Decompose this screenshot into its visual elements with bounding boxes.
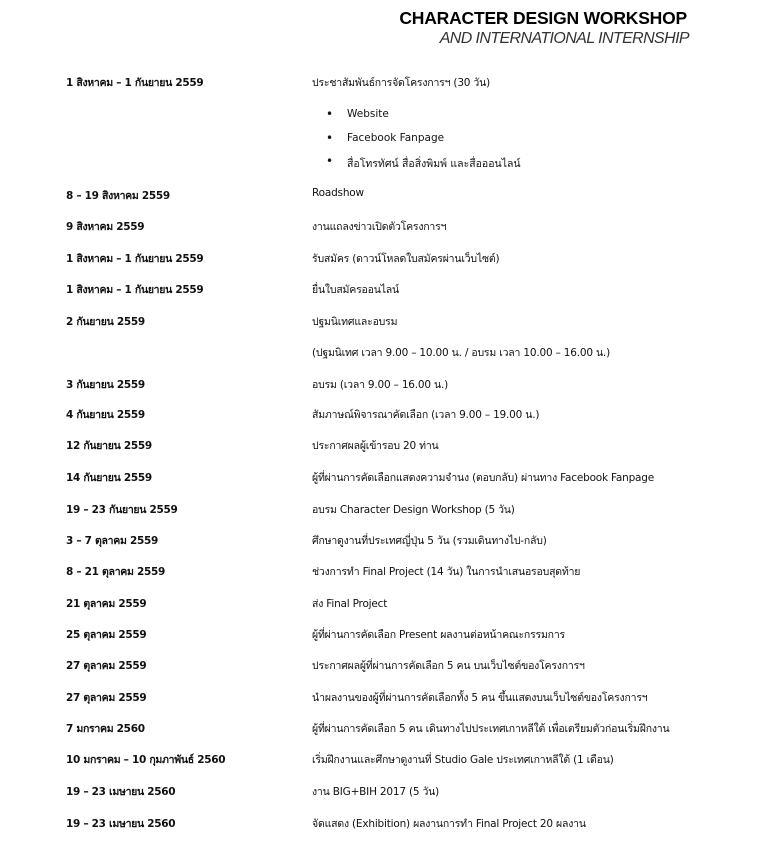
schedule-description: Roadshow — [312, 187, 364, 199]
schedule-row — [0, 626, 765, 648]
schedule-row — [0, 563, 765, 585]
schedule-row — [0, 689, 765, 711]
schedule-description: จัดแสดง (Exhibition) ผลงานการทำ Final Project 20 ผลงาน — [312, 818, 586, 830]
schedule-row — [0, 187, 765, 209]
schedule-description: อบรม Character Design Workshop (5 วัน) — [312, 504, 515, 516]
schedule-date: 25 ตุลาคม 2559 — [66, 629, 147, 641]
schedule-date: 10 มกราคม – 10 กุมภาพันธ์ 2560 — [66, 754, 226, 766]
schedule-row — [0, 815, 765, 837]
channel-list-item — [0, 108, 765, 130]
schedule-date: 1 สิงหาคม – 1 กันยายน 2559 — [66, 77, 204, 89]
channel-label: สื่อโทรทัศน์ สื่อสิ่งพิมพ์ และสื่อออนไลน์ — [347, 158, 521, 170]
schedule-description: อบรม (เวลา 9.00 – 16.00 น.) — [312, 379, 449, 391]
schedule-date: 4 กันยายน 2559 — [66, 409, 145, 421]
schedule-date: 19 – 23 กันยายน 2559 — [66, 504, 178, 516]
schedule-date: 21 ตุลาคม 2559 — [66, 598, 147, 610]
schedule-description: ผู้ที่ผ่านการคัดเลือก Present ผลงานต่อหน้าคณะกรรมการ — [312, 629, 565, 641]
schedule-row — [0, 218, 765, 240]
schedule-description: เริ่มฝึกงานและศึกษาดูงานที่ Studio Gale ประเทศเกาหลีใต้ (1 เดือน) — [312, 754, 614, 766]
channel-label: Facebook Fanpage — [347, 132, 445, 144]
schedule-date: 8 – 21 ตุลาคม 2559 — [66, 566, 166, 578]
bullet-icon: • — [326, 154, 334, 168]
schedule-row — [0, 376, 765, 398]
schedule-date: 14 กันยายน 2559 — [66, 472, 152, 484]
schedule-date: 3 – 7 ตุลาคม 2559 — [66, 535, 159, 547]
schedule-row — [0, 281, 765, 303]
schedule-row — [0, 595, 765, 617]
schedule-description: งานแถลงข่าวเปิดตัวโครงการฯ — [312, 221, 447, 233]
schedule-description: ผู้ที่ผ่านการคัดเลือกแสดงความจำนง (ตอบกลับ) ผ่านทาง Facebook Fanpage — [312, 472, 655, 484]
schedule-date: 8 – 19 สิงหาคม 2559 — [66, 190, 170, 202]
schedule-description: งาน BIG+BIH 2017 (5 วัน) — [312, 786, 440, 798]
schedule-description: นำผลงานของผู้ที่ผ่านการคัดเลือกทั้ง 5 คน ขึ้นแสดงบนเว็บไซต์ของโครงการฯ — [312, 692, 648, 704]
schedule-description: ศึกษาดูงานที่ประเทศญี่ปุ่น 5 วัน (รวมเดินทางไป-กลับ) — [312, 535, 547, 547]
schedule-row — [0, 501, 765, 523]
schedule-row — [0, 437, 765, 459]
schedule-row — [0, 250, 765, 272]
page-subtitle: AND INTERNATIONAL INTERNSHIP — [439, 30, 689, 47]
bullet-icon: • — [326, 107, 334, 121]
schedule-description: ปฐมนิเทศและอบรม — [312, 316, 398, 328]
channel-list-item — [0, 155, 765, 177]
schedule-date: 27 ตุลาคม 2559 — [66, 692, 147, 704]
schedule-description: ยื่นใบสมัครออนไลน์ — [312, 284, 399, 296]
page-title: CHARACTER DESIGN WORKSHOP — [399, 8, 687, 28]
schedule-date: 19 – 23 เมษายน 2560 — [66, 818, 176, 830]
schedule-date: 1 สิงหาคม – 1 กันยายน 2559 — [66, 253, 204, 265]
schedule-date: 12 กันยายน 2559 — [66, 440, 152, 452]
schedule-date: 7 มกราคม 2560 — [66, 723, 145, 735]
schedule-row — [0, 344, 765, 366]
schedule-date: 27 ตุลาคม 2559 — [66, 660, 147, 672]
schedule-description: ประกาศผลผู้เข้ารอบ 20 ท่าน — [312, 440, 439, 452]
schedule-date: 1 สิงหาคม – 1 กันยายน 2559 — [66, 284, 204, 296]
schedule-row — [0, 751, 765, 773]
schedule-row — [0, 657, 765, 679]
schedule-description: ผู้ที่ผ่านการคัดเลือก 5 คน เดินทางไปประเทศเกาหลีใต้ เพื่อเตรียมตัวก่อนเริ่มฝึกงาน — [312, 723, 670, 735]
channel-label: Website — [347, 108, 389, 120]
schedule-row — [0, 74, 765, 96]
schedule-row — [0, 720, 765, 742]
schedule-description: ช่วงการทำ Final Project (14 วัน) ในการนำเสนอรอบสุดท้าย — [312, 566, 581, 578]
schedule-description: ประชาสัมพันธ์การจัดโครงการฯ (30 วัน) — [312, 77, 490, 89]
schedule-date: 3 กันยายน 2559 — [66, 379, 145, 391]
schedule-description: รับสมัคร (ดาวน์โหลดใบสมัครผ่านเว็บไซต์) — [312, 253, 500, 265]
schedule-description: (ปฐมนิเทศ เวลา 9.00 – 10.00 น. / อบรม เวลา 10.00 – 16.00 น.) — [312, 347, 610, 359]
schedule-description: ประกาศผลผู้ที่ผ่านการคัดเลือก 5 คน บนเว็บไซต์ของโครงการฯ — [312, 660, 585, 672]
schedule-row — [0, 406, 765, 428]
schedule-row — [0, 783, 765, 805]
schedule-row — [0, 469, 765, 491]
channel-list-item — [0, 132, 765, 154]
schedule-row — [0, 532, 765, 554]
schedule-date: 2 กันยายน 2559 — [66, 316, 145, 328]
schedule-description: สัมภาษณ์พิจารณาคัดเลือก (เวลา 9.00 – 19.00 น.) — [312, 409, 540, 421]
schedule-row — [0, 313, 765, 335]
schedule-date: 9 สิงหาคม 2559 — [66, 221, 145, 233]
schedule-date: 19 – 23 เมษายน 2560 — [66, 786, 176, 798]
bullet-icon: • — [326, 131, 334, 145]
schedule-description: ส่ง Final Project — [312, 598, 388, 610]
